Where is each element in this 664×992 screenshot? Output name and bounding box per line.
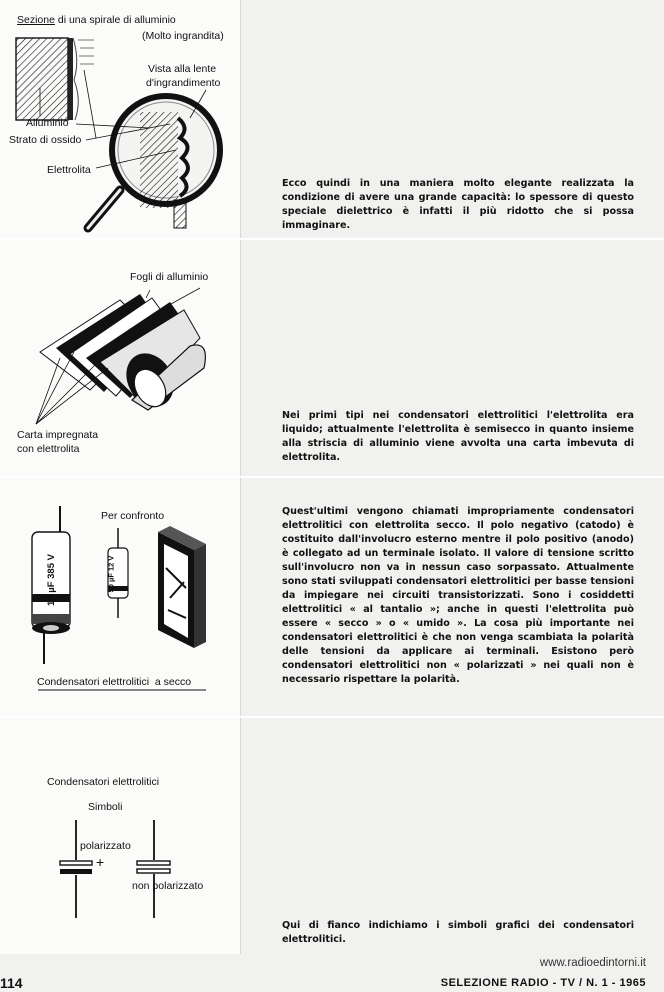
label-symbols-title: Condensatori elettrolitici	[47, 776, 160, 788]
symbols-illustration	[0, 718, 240, 954]
caption-dry-capacitors: Condensatori elettrolitici a secco	[37, 676, 192, 688]
label-aluminum-foils: Fogli di alluminio	[130, 271, 209, 283]
cap-small-marking: 50 µF 12 V	[106, 555, 116, 593]
figure-aluminum-spiral-section	[0, 0, 241, 238]
label-enlarged: (Molto ingrandita)	[142, 30, 224, 42]
label-symbols: Simboli	[88, 801, 123, 813]
section-oxide	[0, 0, 664, 238]
watermark: www.radioedintorni.it	[539, 957, 646, 969]
label-paper-1: Carta impregnata	[17, 429, 99, 441]
label-oxide-layer: Strato di ossido	[9, 134, 82, 146]
label-compare: Per confronto	[101, 510, 165, 522]
label-non-polarized: non polarizzato	[132, 880, 204, 892]
figure-aluminum-foils	[0, 240, 241, 476]
paragraph-oxide: Ecco quindi in una maniera molto elegante realizzata la condizione di avere una grande capacità: lo spessore di questo speciale dielettrico è infatti il più ridotto che si possa immaginare.	[282, 178, 634, 231]
section-dry-capacitors	[0, 478, 664, 716]
paragraph-dry-capacitors: Quest'ultimi vengono chiamati impropriamente condensatori elettrolitici con elettrolita secco. Il polo negativo (catodo) è costituito dall'involucro esterno mentre il polo positivo (anodo) è collegato ad un terminale isolato. Il valore di tensione scritto sull'involucro non va in nessun caso sorpassato. Attualmente sono stati sviluppati condensatori elettrolitici per basse tensioni da impiegare nei circuiti transistorizzati. Sono i cosiddetti elettrolitici « al tantalio »; anche in questi l'elettrolita può essere « secco » o « umido ». La cosa più importante nei condensatori elettrolitici è che non venga scambiata la polarità delle tensioni da applicare ai terminali. Esistono però condensatori elettrolitici non « polarizzati » nei quali non è necessario rispettare la polarità.	[282, 506, 634, 685]
paragraph-early-types: Nei primi tipi nei condensatori elettrolitici l'elettrolita era liquido; attualmente l'elettrolita è semisecco in quanto insieme alla striscia di alluminio viene avvolta una carta imbevuta di elettrolita.	[282, 410, 634, 463]
title-underlined: Sezione	[17, 14, 55, 26]
section-early-types	[0, 240, 664, 476]
label-aluminum: Alluminio	[26, 117, 69, 129]
section-symbols	[0, 718, 664, 954]
label-polarized: polarizzato	[80, 840, 131, 852]
paragraph-symbols: Qui di fianco indichiamo i simboli grafici dei condensatori elettrolitici.	[282, 920, 634, 945]
title-rest: di una spirale di alluminio	[54, 14, 176, 26]
label-lens-1: Vista alla lente	[148, 63, 217, 75]
cap-large-marking: 16 µF 385 V	[45, 554, 57, 606]
label-lens-2: d'ingrandimento	[146, 77, 221, 89]
label-plus: +	[96, 854, 105, 870]
page-number: 114	[0, 975, 23, 991]
figure-dry-capacitors	[0, 478, 241, 716]
label-electrolyte: Elettrolita	[47, 164, 91, 176]
label-paper-2: con elettrolita	[17, 443, 80, 455]
magazine-issue: SELEZIONE RADIO - TV / N. 1 - 1965	[440, 977, 646, 989]
figure-title	[17, 14, 176, 26]
figure-symbols	[0, 718, 241, 954]
